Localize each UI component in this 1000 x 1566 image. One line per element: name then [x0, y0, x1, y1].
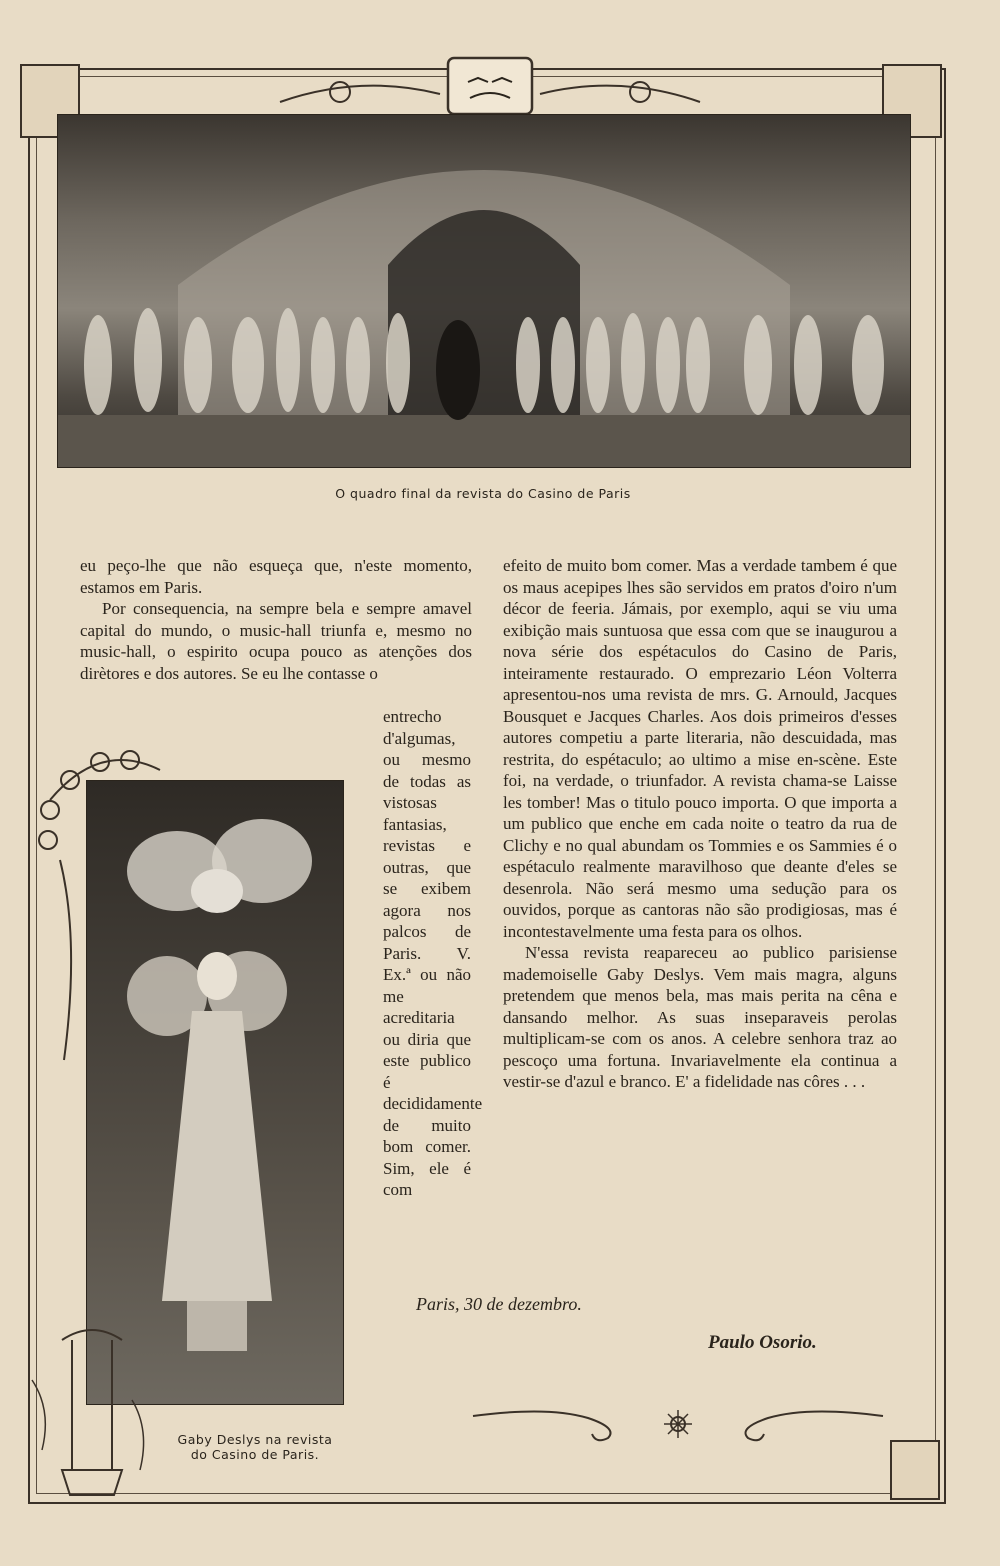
corner-ornament-bottom-right: [890, 1440, 940, 1500]
portrait-photograph: [86, 780, 344, 1405]
article-column-left: [80, 555, 472, 684]
article-paragraph: efeito de muito bom comer. Mas a verdade tambem é que os maus acepipes lhes são servidos em pratos d'oiro n'um décor de feeria. Jámais, por exemplo, aqui se viu uma exibição mais suntuosa que essa com que se inaugurou a nova série dos espétaculos do Casino de Paris, inteiramente restaurado. O emprezario Léon Volterra apresentou-nos uma revista de mrs. G. Arnould, Jacques Bousquet e Jacques Charles. Aos dois primeiros d'esses autores competiu a parte literaria, não descuidada, mas restrita, do espétaculo; ao ultimo a mise en-scène. Este foi, na verdade, o triunfador. A revista chama-se Laisse les tomber! Mas o titulo pouco importa. O que importa a um publico que enche em cada noite o teatro da rua de Clichy e no qual abundam os Tommies e os Sammies é o espétaculo realmente maravilhoso que deante d'eles se desenrola. Não será mesmo uma sedução para os ouvidos, porque as cantoras não são prodigiosas, mas é incontestavelmente uma festa para os olhos.: [503, 556, 897, 941]
lantern-ornament: [22, 1320, 152, 1500]
stage-photograph: [57, 114, 911, 468]
top-photo-caption: O quadro final da revista do Casino de Paris: [335, 486, 631, 501]
article-paragraph: entrecho d'algumas, ou mesmo de todas as vistosas fantasias, revistas e outras, que se exibem agora nos palcos de Paris. V. Ex.ª ou não me acreditaria ou diria que este publico é decididamente de muito bom comer. Sim, ele é com: [383, 707, 483, 1199]
article-column-right: [503, 555, 897, 1093]
article-paragraph: Por consequencia, na sempre bela e sempre amavel capital do mundo, o music-hall triunfa e, mesmo no music-hall, o espirito ocupa pouco as atenções dos dirètores e dos autores. Se eu lhe contasse o: [80, 599, 472, 683]
dancer-portrait-illustration: [87, 781, 343, 1404]
article-paragraph: N'essa revista reapareceu ao publico parisiense mademoiselle Gaby Deslys. Vem mais magra, alguns pretendem que menos bela, mas mais perita na cêna e dansando melhor. As suas inseparaveis perolas multiplicam-se com os anos. A celebre senhora traz ao pescoço uma fortuna. Invariavelmente ela continua a vestir-se d'azul e branco. E' a fidelidade nas côres . . .: [503, 943, 897, 1091]
article-column-narrow: [383, 706, 483, 1201]
portrait-caption: [150, 1432, 360, 1462]
article-paragraph: eu peço-lhe que não esqueça que, n'este momento, estamos em Paris.: [80, 556, 472, 597]
scroll-flourish-ornament: [468, 1398, 888, 1448]
portrait-caption-line: do Casino de Paris.: [190, 1447, 320, 1462]
portrait-caption-line: Gaby Deslys na revista: [177, 1432, 333, 1447]
author-signature: Paulo Osorio.: [708, 1332, 817, 1353]
theatre-mask-ornament: [270, 54, 710, 118]
dateline: Paris, 30 de dezembro.: [416, 1294, 582, 1314]
stage-scene-illustration: [58, 115, 910, 467]
